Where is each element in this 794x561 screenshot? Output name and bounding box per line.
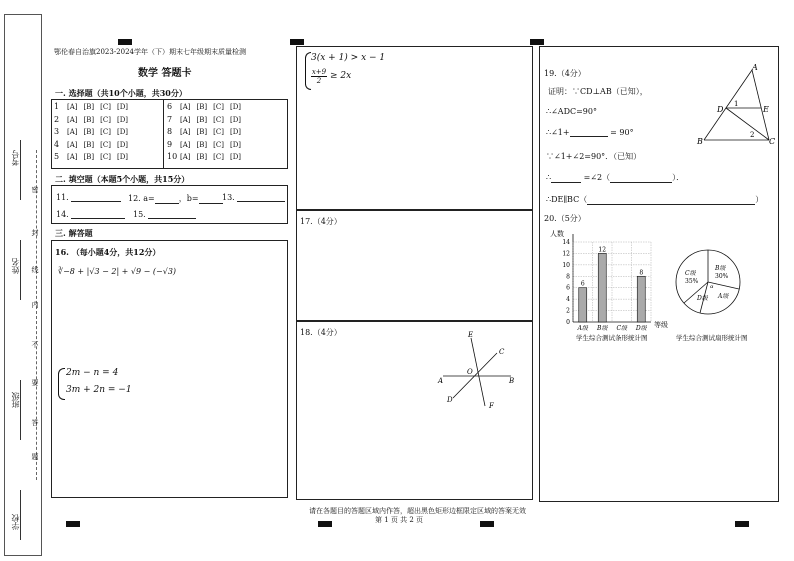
option-bubble[interactable]: [C] (213, 128, 224, 136)
section2-title: 二. 填空题（本题5个小题，共15分） (55, 174, 190, 184)
registration-mark (318, 521, 332, 527)
pie-chart (672, 242, 778, 346)
option-bubble[interactable]: [B] (83, 140, 95, 149)
q11: 11. (56, 193, 121, 202)
proof-line: ∴∠ADC=90° (546, 107, 597, 116)
x-tick-label: A级 (577, 325, 588, 332)
q18-title: 18.（4分） (300, 328, 342, 337)
registration-mark (66, 521, 80, 527)
section3-title: 三. 解答题 (55, 228, 93, 238)
label-class: 班级 (11, 392, 20, 408)
registration-mark (480, 521, 494, 527)
option-bubble[interactable]: [D] (116, 115, 129, 124)
proof-line: 证明：∵CD⊥AB（已知）， (548, 87, 648, 96)
option-bubble[interactable]: [D] (116, 153, 129, 161)
option-bubble[interactable]: [C] (100, 153, 111, 161)
proof-line: ∴∠1+ = 90° (546, 128, 634, 137)
label-school: 学校 (11, 514, 20, 530)
x-tick-label: B级 (597, 325, 608, 332)
option-bubble[interactable]: [D] (229, 103, 242, 111)
x-tick-label: D级 (635, 325, 647, 332)
pie-title: 学生综合测试扇形统计图 (676, 334, 748, 342)
bar-1 (579, 288, 587, 322)
option-bubble[interactable]: [A] (67, 153, 78, 161)
option-bubble[interactable]: [D] (116, 128, 129, 136)
bar-chart (545, 228, 675, 346)
fig18-label: F (489, 402, 494, 408)
option-bubble[interactable]: [D] (116, 140, 129, 149)
option-bubble[interactable]: [A] (67, 115, 78, 124)
q12: 12. a= ，b= (128, 193, 223, 204)
y-tick-label: 14 (562, 239, 570, 246)
q16-expr: ∛−8 + |√3 − 2| + √9 − (−√3) (58, 267, 177, 276)
option-bubble[interactable]: [B] (83, 128, 95, 136)
y-tick-label: 4 (566, 296, 570, 304)
question-number: 6 (167, 102, 173, 111)
q19-title: 19.（4分） (544, 69, 586, 78)
q16-sys-a: 2m − n = 4 (66, 368, 119, 378)
option-bubble[interactable]: [A] (180, 128, 191, 136)
seal-char: 密 (31, 186, 39, 194)
section1-title: 一. 选择题（共10个小题，共30分） (55, 88, 187, 98)
pie-label: 30% (715, 273, 729, 280)
y-tick-label: 8 (566, 273, 570, 281)
q17-title: 17.（4分） (300, 217, 342, 226)
option-bubble[interactable]: [C] (100, 140, 111, 149)
q14: 14. (56, 210, 125, 219)
option-bubble[interactable]: [D] (229, 153, 242, 161)
label-name: 姓名 (11, 258, 20, 274)
option-bubble[interactable]: [C] (213, 153, 224, 161)
pie-label: C级 (685, 270, 696, 277)
choice-row-4 (54, 140, 134, 149)
brace (58, 368, 65, 400)
option-bubble[interactable]: [B] (83, 103, 95, 111)
seal-char: 要 (31, 379, 39, 387)
question-number: 10 (167, 152, 178, 161)
fig19-label: B (697, 137, 703, 146)
x-tick-label: C级 (616, 325, 628, 332)
seal-char: 答 (31, 419, 39, 427)
fig18-label: B (509, 377, 515, 385)
chart-xlabel: 等级 (654, 321, 668, 329)
question-number: 3 (54, 127, 60, 136)
option-bubble[interactable]: [A] (180, 115, 191, 124)
option-bubble[interactable]: [C] (100, 103, 111, 111)
pie-label: D级 (697, 295, 708, 302)
option-bubble[interactable]: [D] (229, 115, 242, 124)
exam-title: 鄂伦春自治旗2023-2024学年（下）期末七年级期末质量检测 (54, 48, 246, 56)
fig18-label: C (499, 348, 505, 356)
question-number: 2 (54, 114, 60, 124)
fig18-label: A (438, 377, 444, 385)
option-bubble[interactable]: [A] (180, 140, 191, 149)
pie-angle-label: α (710, 284, 714, 290)
sidebar (0, 0, 48, 561)
y-tick-label: 10 (562, 261, 570, 269)
fig18-label: O (467, 368, 473, 376)
fig19-label: C (769, 137, 776, 146)
option-bubble[interactable]: [C] (100, 115, 111, 124)
triangle-figure (696, 62, 778, 148)
option-bubble[interactable]: [D] (229, 140, 242, 149)
fig18-label: D (447, 396, 453, 404)
chart-title: 学生综合测试条形统计图 (576, 334, 648, 342)
proof-line: ∴ =∠2（ ）． (546, 173, 685, 182)
choice-row-3 (54, 127, 134, 136)
footer-note: 请在各题目的答题区域内作答，超出黑色矩形边框限定区域的答案无效 (309, 507, 526, 515)
angle-figure (435, 328, 525, 408)
q16-sys-b: 3m + 2n = −1 (66, 385, 132, 395)
registration-mark (735, 521, 749, 527)
option-bubble[interactable]: [A] (67, 140, 78, 149)
y-tick-label: 6 (566, 284, 570, 292)
bar-data-label: 6 (580, 280, 585, 288)
label-exam-number: 考号 (11, 150, 20, 166)
chart-ylabel: 人数 (550, 230, 564, 238)
choice-row-9 (167, 140, 247, 149)
question-number: 5 (54, 152, 60, 161)
question-number: 9 (167, 139, 173, 149)
bar-data-label: 12 (598, 246, 607, 254)
q16-title: 16. （每小题4分，共12分） (55, 247, 161, 257)
question-number: 8 (167, 127, 173, 136)
seal-char: 封 (31, 229, 39, 237)
option-bubble[interactable]: [B] (83, 115, 95, 124)
ineq-a: 3(x + 1) > x − 1 (311, 53, 386, 63)
proof-line: ∵∠1+∠2=90°．（已知） (546, 152, 642, 161)
registration-mark (290, 39, 304, 45)
fig19-label: 2 (750, 131, 755, 139)
choice-row-8 (167, 127, 247, 136)
option-bubble[interactable]: [D] (116, 103, 129, 111)
choice-row-7 (167, 115, 247, 124)
bar-2 (598, 253, 606, 322)
choice-row-10 (167, 152, 247, 161)
question-number: 1 (54, 102, 60, 111)
option-bubble[interactable]: [C] (100, 128, 111, 136)
option-bubble[interactable]: [B] (196, 115, 208, 124)
option-bubble[interactable]: [A] (67, 128, 78, 136)
option-bubble[interactable]: [A] (67, 103, 78, 111)
y-tick-label: 0 (566, 319, 570, 326)
option-bubble[interactable]: [A] (180, 103, 191, 111)
question-number: 7 (167, 114, 173, 124)
q15: 15. (133, 210, 196, 219)
option-bubble[interactable]: [C] (213, 103, 224, 111)
seal-char: 线 (31, 266, 39, 274)
option-bubble[interactable]: [A] (180, 153, 191, 161)
option-bubble[interactable]: [B] (196, 128, 208, 136)
option-bubble[interactable]: [D] (229, 128, 242, 136)
seal-char: 题 (31, 453, 39, 461)
pie-label: B级 (715, 265, 726, 272)
bar-4 (637, 276, 645, 322)
fig19-label: A (752, 63, 758, 72)
bar-data-label: 8 (639, 269, 644, 277)
question-number: 4 (54, 139, 60, 149)
choice-row-5 (54, 152, 134, 161)
y-tick-label: 12 (562, 250, 570, 258)
pie-label: A级 (718, 293, 729, 300)
fig18-label: E (468, 331, 474, 339)
fig19-label: 1 (734, 100, 739, 108)
choice-row-6 (167, 102, 247, 111)
registration-mark (530, 39, 544, 45)
q13: 13. (222, 193, 285, 202)
seal-char: 内 (31, 301, 39, 309)
choice-row-1 (54, 102, 134, 111)
choice-row-2 (54, 115, 134, 124)
option-bubble[interactable]: [C] (213, 140, 224, 149)
page-number: 第 1 页 共 2 页 (375, 516, 424, 524)
pie-label: 35% (685, 278, 699, 285)
proof-line: ∴DE∥BC（ ） (546, 195, 764, 204)
registration-mark (118, 39, 132, 45)
option-bubble[interactable]: [B] (196, 140, 208, 149)
y-tick-label: 2 (566, 307, 570, 315)
option-bubble[interactable]: [B] (196, 103, 208, 111)
q20-title: 20.（5分） (544, 214, 586, 223)
option-bubble[interactable]: [B] (83, 153, 95, 161)
option-bubble[interactable]: [C] (213, 115, 224, 124)
page-title: 数学 答题卡 (138, 68, 192, 79)
fig19-label: E (763, 105, 769, 114)
fig19-label: D (717, 105, 724, 114)
seal-char: 不 (31, 341, 39, 349)
option-bubble[interactable]: [B] (196, 153, 208, 161)
